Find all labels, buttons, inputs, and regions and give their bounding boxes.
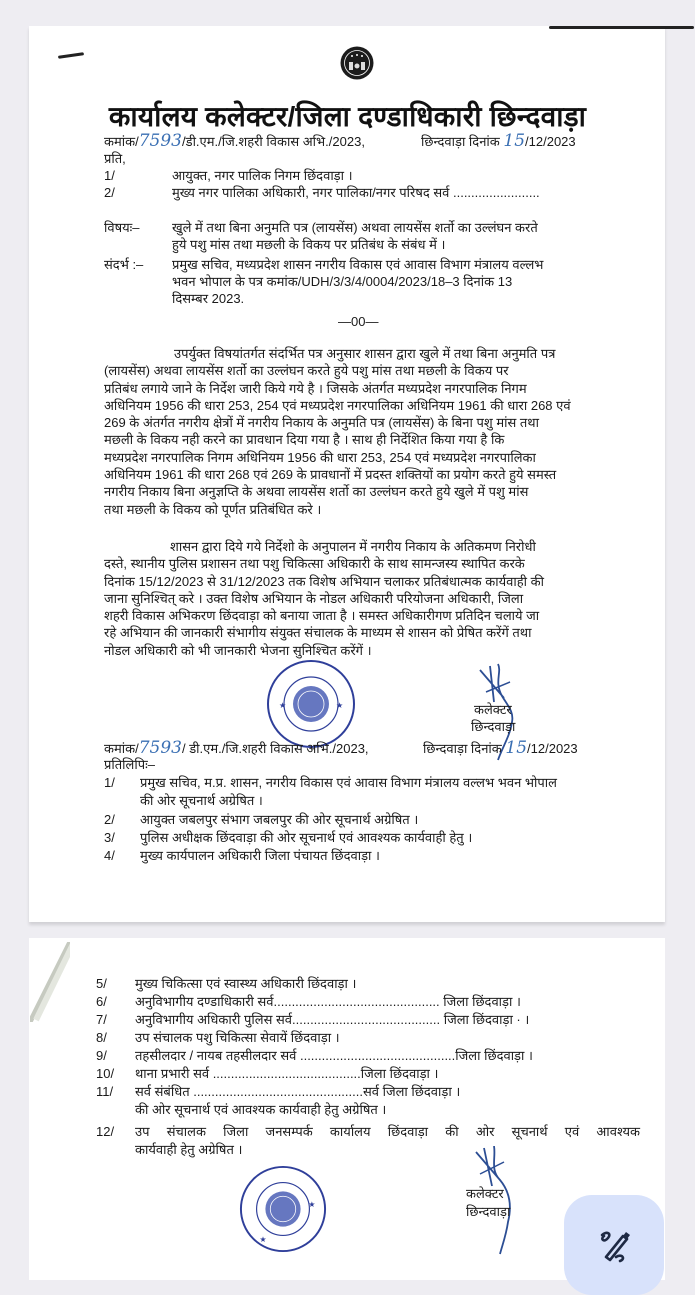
- p2-line: शासन द्वारा दिये गये निर्देशो के अनुपालन में नगरीय निकाय के अतिकमण निरोधी: [170, 539, 536, 554]
- p1-line: मछली के विकय नही करने का प्रावधान दिया गया है । साथ ही निर्देशित किया गया है कि: [104, 432, 505, 448]
- copy-ref-suffix: / डी.एम./जि.शहरी विकास अभि./2023,: [182, 741, 369, 756]
- recipient-2-num: 2/: [104, 185, 115, 200]
- p2-line: नोडल अधिकारी को भी जानकारी भेजना सुनिश्चित करेंगें ।: [104, 642, 372, 658]
- copy-8-num: 8/: [96, 1030, 107, 1045]
- copy-12-line-2: कार्यवाही हेतु अग्रेषित ।: [135, 1142, 243, 1157]
- copy-12-line-1: उप संचालक जिला जनसम्पर्क कार्यालय छिंदवाड़ा की ओर सूचनार्थ एवं आवश्यक: [135, 1124, 640, 1139]
- p2-line: शहरी विकास अभिकरण छिंदवाड़ा को बनाया जाता है । समस्त अधिकारीगण प्रतिदिन चलाये जा: [104, 608, 540, 624]
- state-emblem-icon: [339, 44, 375, 82]
- signature-title-2: कलेक्टर: [466, 1186, 504, 1201]
- svg-text:★: ★: [308, 1200, 316, 1210]
- p1-line: तथा मछली के विकय को पूर्णत प्रतिबंधित करे ।: [104, 501, 322, 517]
- svg-text:★: ★: [279, 701, 287, 710]
- copy-11-line-2: की ओर सूचनार्थ एवं आवश्यक कार्यवाही हेतु अग्रेषित ।: [135, 1102, 387, 1117]
- copy-reference-line: [104, 740, 369, 757]
- recipient-2-text: मुख्य नगर पालिका अधिकारी, नगर पालिका/नगर परिषद सर्व ........................: [172, 185, 540, 200]
- p1-line: उपर्युक्त विषयांतर्गत संदर्भित पत्र अनुसार शासन द्वारा खुले में तथा बिना अनुमति पत्र: [174, 346, 556, 361]
- copy-3-line-1: पुलिस अधीक्षक छिंदवाड़ा की ओर सूचनार्थ एवं आवश्यक कार्यवाही हेतु ।: [140, 830, 473, 845]
- p2-line: जाना सुनिश्चित् करे । उक्त विशेष अभियान के नोडल अधिकारी परियोजना अधिकारी, जिला: [104, 590, 524, 606]
- office-seal-stamp: [265, 658, 357, 750]
- recipient-1-text: आयुक्त, नगर पालिक निगम छिंदवाड़ा ।: [172, 168, 353, 183]
- office-title: कार्यालय कलेक्टर/जिला दण्डाधिकारी छिन्दवाड़ा: [108, 101, 587, 132]
- copy-date-day-handwritten: 15: [505, 738, 528, 758]
- edit-draw-icon: [596, 1227, 632, 1263]
- copy-10-num: 10/: [96, 1066, 115, 1081]
- ref-number-handwritten: 7593: [138, 131, 182, 151]
- p2-line: दस्ते, स्थानीय पुलिस प्रशासन तथा पशु चिकित्सा अधिकारी के साथ सामन्जस्य स्थापित करके: [104, 556, 525, 572]
- subject-line-2: हुये पशु मांस तथा मछली के विकय पर प्रतिबंध के संबंध में ।: [172, 237, 446, 252]
- p1-line: 269 के अंतर्गत नगरीय क्षेत्रों में नगरीय निकाय के अनुमति पत्र (लायसेंस) के बिना पशु मांस तथा: [104, 415, 539, 431]
- copy-1-line-1: प्रमुख सचिव, म.प्र. शासन, नगरीय विकास एवं आवास विभाग मंत्रालय वल्लभ भवन भोपाल: [140, 775, 557, 790]
- reference-line-1: प्रमुख सचिव, मध्यप्रदेश शासन नगरीय विकास एवं आवास विभाग मंत्रालय वल्लभ: [172, 257, 544, 272]
- copy-label: प्रतिलिपिः–: [104, 757, 155, 772]
- copy-date-suffix: /12/2023: [527, 741, 578, 756]
- copy-9-line-1: तहसीलदार / नायब तहसीलदार सर्व ...........................................जिला छिंदवाड़ा ।: [135, 1048, 533, 1063]
- signature-title: कलेक्टर: [474, 702, 512, 717]
- p1-line: अधिनियम 1956 की धारा 253, 254 एवं मध्यप्रदेश नगरपालिका अधिनियम 1961 की धारा 268 एवं: [104, 397, 571, 413]
- copy-1-line-2: की ओर सूचनार्थ अग्रेषित ।: [140, 793, 263, 808]
- copy-11-num: 11/: [96, 1084, 114, 1099]
- copy-4-num: 4/: [104, 848, 115, 863]
- copy-6-num: 6/: [96, 994, 107, 1009]
- p1-line: अधिनियम 1961 की धारा 268 एवं 269 के प्रावधानों में प्रदस्त शक्तियों का प्रयोग करते हुये समस्त: [104, 467, 557, 483]
- page-fold-shadow: [30, 942, 70, 1022]
- copy-ref-number-handwritten: 7593: [138, 738, 182, 758]
- paragraph-1: [104, 345, 632, 518]
- scan-edge-line: [549, 26, 694, 29]
- subject-line-1: खुले में तथा बिना अनुमति पत्र (लायसेंस) अथवा लायसेंस शर्तो का उल्लंघन करते: [172, 220, 538, 235]
- svg-text:★: ★: [259, 1235, 267, 1245]
- copy-11-line-1: सर्व संबंधित ...............................................सर्व जिला छिंदवाड़ा ।: [135, 1084, 461, 1099]
- p1-line: मध्यप्रदेश नगरपालिक निगम अधिनियम 1956 की धारा 253, 254 एवं मध्यप्रदेश नगरपालिका: [104, 449, 536, 465]
- reference-line-3: दिसम्बर 2023.: [172, 291, 245, 306]
- copy-date-prefix: छिन्दवाड़ा दिनांक: [423, 741, 502, 756]
- reference-number-line: [104, 133, 365, 150]
- paragraph-2: [104, 538, 632, 659]
- copy-10-line-1: थाना प्रभारी सर्व .........................................जिला छिंदवाड़ा ।: [135, 1066, 439, 1081]
- copy-2-line-1: आयुक्त जबलपुर संभाग जबलपुर की ओर सूचनार्थ अग्रेषित ।: [140, 812, 419, 827]
- ref-suffix: /डी.एम./जि.शहरी विकास अभि./2023,: [182, 134, 365, 149]
- copy-5-line-1: मुख्य चिकित्सा एवं स्वास्थ्य अधिकारी छिंदवाड़ा ।: [135, 976, 357, 991]
- date-suffix: /12/2023: [525, 134, 576, 149]
- office-seal-stamp-2: [238, 1164, 328, 1254]
- p1-line: प्रतिबंध लगाये जाने के निर्देश जारी किये गये है । जिसके अंतर्गत मध्यप्रदेश नगरपालिक निगम: [104, 380, 527, 396]
- to-label: प्रति,: [104, 151, 126, 166]
- separator: —00—: [338, 314, 379, 329]
- p2-line: रहे अभियान की जानकारी संभागीय संयुक्त संचालक के माध्यम से शासन को प्रेषित करेंगें तथा: [104, 625, 532, 641]
- p1-line: नगरीय निकाय बिना अनुज्ञप्ति के अथवा लायसेंस शर्तो का उल्लंघन करते हुये खुले में पशु मांस: [104, 484, 529, 500]
- signature-place: छिन्दवाड़ा: [471, 719, 516, 734]
- copy-7-line-1: अनुविभागीय अधिकारी पुलिस सर्व......................................... जिला छिंदवाड़ा · ।: [135, 1012, 530, 1027]
- reference-line-2: भवन भोपाल के पत्र कमांक/UDH/3/3/4/0004/2023/18–3 दिनांक 13: [172, 274, 513, 289]
- subject-label: विषयः–: [104, 220, 140, 235]
- reference-label: संदर्भ :–: [104, 257, 144, 272]
- date-line: [421, 133, 576, 150]
- annotate-fab-button[interactable]: [564, 1195, 664, 1295]
- copy-6-line-1: अनुविभागीय दण्डाधिकारी सर्व.............................................. जिला छिंदवाड़ा ।: [135, 994, 521, 1009]
- svg-text:★: ★: [336, 701, 344, 710]
- copy-4-line-1: मुख्य कार्यपालन अधिकारी जिला पंचायत छिंदवाड़ा ।: [140, 848, 380, 863]
- copy-12-num: 12/: [96, 1124, 115, 1139]
- date-prefix: छिन्दवाड़ा दिनांक: [421, 134, 500, 149]
- p1-line: (लायसेंस) अथवा लायसेंस शर्तो का उल्लंघन करते हुये पशु मांस तथा मछली के विकय पर: [104, 363, 509, 379]
- copy-2-num: 2/: [104, 812, 115, 827]
- date-day-handwritten: 15: [503, 131, 526, 151]
- copy-1-num: 1/: [104, 775, 115, 790]
- copy-date-line: [423, 740, 578, 757]
- copy-8-line-1: उप संचालक पशु चिकित्सा सेवायें छिंदवाड़ा ।: [135, 1030, 340, 1045]
- copy-5-num: 5/: [96, 976, 107, 991]
- copy-9-num: 9/: [96, 1048, 107, 1063]
- copy-ref-prefix: कमांक/: [104, 741, 139, 756]
- copy-3-num: 3/: [104, 830, 115, 845]
- p2-line: दिनांक 15/12/2023 से 31/12/2023 तक विशेष अभियान चलाकर प्रतिबंधात्मक कार्यवाही की: [104, 573, 544, 589]
- copy-7-num: 7/: [96, 1012, 107, 1027]
- ref-prefix: कमांक/: [104, 134, 139, 149]
- recipient-1-num: 1/: [104, 168, 115, 183]
- signature-place-2: छिन्दवाड़ा: [466, 1204, 511, 1219]
